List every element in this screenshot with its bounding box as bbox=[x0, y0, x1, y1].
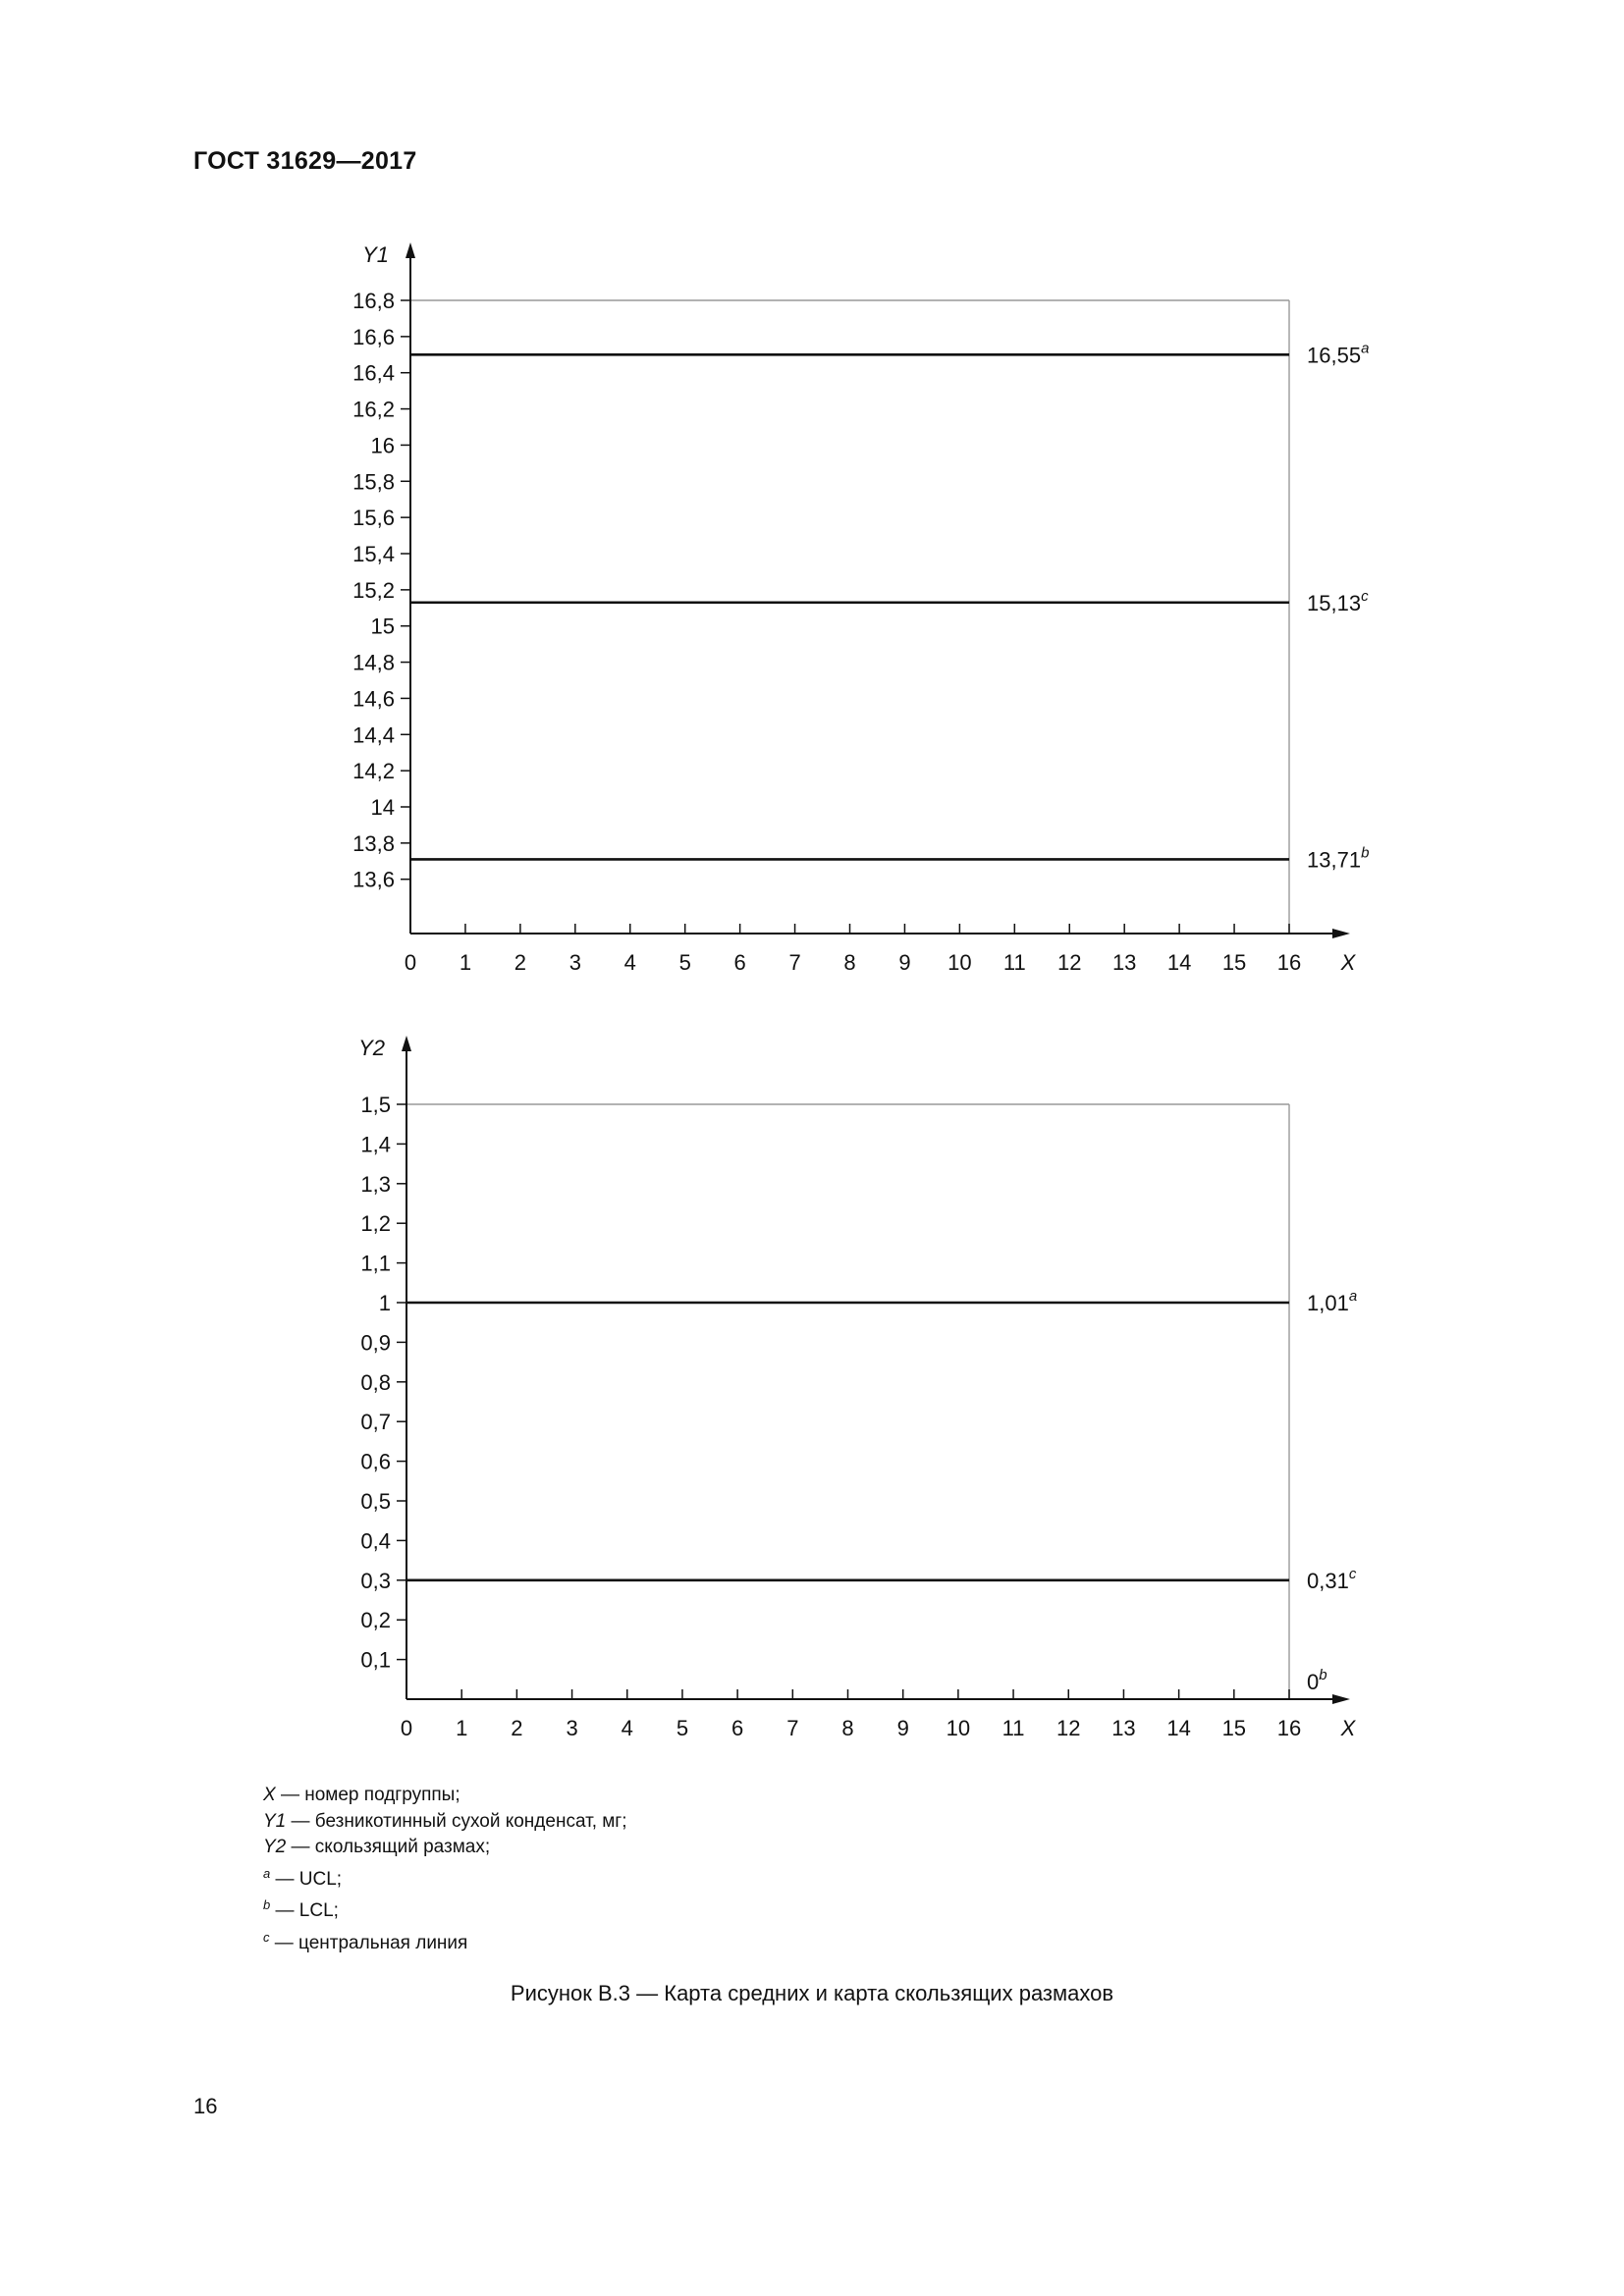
y-tick-label: 14,2 bbox=[352, 759, 395, 784]
y-tick-label: 15 bbox=[370, 614, 395, 639]
x-tick-label: 5 bbox=[676, 1716, 689, 1740]
y-tick-label: 15,6 bbox=[352, 506, 395, 531]
figure-caption: Рисунок В.3 — Карта средних и карта скользящих размахов bbox=[510, 1981, 1114, 2005]
y-tick-label: 0,7 bbox=[360, 1410, 391, 1435]
y-tick-label: 16,2 bbox=[352, 397, 395, 422]
legend-item bbox=[263, 1893, 627, 1925]
x-tick-label: 12 bbox=[1056, 1716, 1081, 1740]
x-tick-label: 1 bbox=[456, 1716, 468, 1740]
legend-key: X bbox=[263, 1785, 276, 1805]
control-line-marker: b bbox=[1319, 1667, 1327, 1683]
y-tick-label: 15,4 bbox=[352, 542, 395, 566]
x-tick-label: 13 bbox=[1111, 950, 1137, 975]
y-tick-label: 0,9 bbox=[360, 1330, 391, 1356]
legend-key: b bbox=[263, 1897, 271, 1912]
legend-item bbox=[263, 1835, 627, 1861]
x-tick-label: 16 bbox=[1276, 950, 1302, 975]
control-line-marker: c bbox=[1361, 587, 1369, 605]
y-tick-label: 14,4 bbox=[352, 722, 395, 748]
y-tick-label: 0,3 bbox=[360, 1568, 391, 1593]
y-tick-label: 1 bbox=[378, 1291, 391, 1315]
x-tick-label: 2 bbox=[511, 1716, 523, 1740]
y-tick-label: 14,8 bbox=[352, 650, 395, 675]
y-tick-label: 16,8 bbox=[352, 289, 395, 313]
legend-text: — центральная линия bbox=[269, 1932, 468, 1953]
x-tick-label: 14 bbox=[1166, 1716, 1191, 1740]
x-tick-label: 9 bbox=[898, 950, 911, 975]
control-line-label: 16,55$^a$ bbox=[1307, 340, 1370, 368]
x-tick-label: 9 bbox=[896, 1716, 909, 1740]
control-line-marker: a bbox=[1348, 1288, 1358, 1305]
control-line-label: 15,13$^c$ bbox=[1307, 587, 1369, 615]
x-tick-label: 10 bbox=[946, 1716, 971, 1740]
x-tick-label: 12 bbox=[1057, 950, 1082, 975]
control-line-marker: c bbox=[1348, 1565, 1357, 1582]
x-tick-label: 0 bbox=[404, 950, 417, 975]
y-tick-label: 1,5 bbox=[360, 1093, 391, 1117]
document-header: ГОСТ 31629—2017 bbox=[193, 147, 417, 175]
y-tick-label: 1,2 bbox=[360, 1211, 391, 1237]
y-tick-label: 16,6 bbox=[352, 324, 395, 349]
y-tick-label: 0,8 bbox=[360, 1369, 391, 1395]
x-tick-label: 13 bbox=[1111, 1716, 1136, 1740]
y-tick-label: 14,6 bbox=[352, 686, 395, 712]
y-tick-label: 16,4 bbox=[352, 360, 395, 386]
legend-text: — LCL; bbox=[270, 1900, 339, 1921]
legend-text: — безникотинный сухой конденсат, мг; bbox=[286, 1810, 627, 1832]
x-tick-label: 11 bbox=[1001, 1716, 1025, 1740]
control-line-label: 0,31$^c$ bbox=[1307, 1565, 1357, 1593]
legend-key: a bbox=[263, 1865, 271, 1881]
legend-key: Y1 bbox=[263, 1810, 287, 1832]
x-tick-label: 14 bbox=[1166, 950, 1192, 975]
control-line-label: 13,71$^b$ bbox=[1307, 844, 1370, 873]
y-axis-label: Y1 bbox=[362, 242, 389, 267]
y-tick-label: 0,1 bbox=[360, 1647, 391, 1673]
x-tick-label: 0 bbox=[400, 1716, 413, 1740]
x-tick-label: 3 bbox=[568, 950, 581, 975]
x-tick-label: 4 bbox=[623, 950, 636, 975]
x-tick-label: 7 bbox=[788, 950, 801, 975]
control-line-marker: b bbox=[1361, 844, 1370, 862]
y-tick-label: 16 bbox=[370, 433, 395, 458]
x-tick-label: 5 bbox=[678, 950, 691, 975]
y-tick-label: 1,1 bbox=[360, 1251, 391, 1276]
x-axis-label: X bbox=[1340, 950, 1356, 975]
legend-text: — UCL; bbox=[270, 1868, 343, 1890]
x-tick-label: 6 bbox=[731, 1716, 744, 1740]
control-line-label: 1,01$^a$ bbox=[1307, 1288, 1358, 1315]
x-tick-label: 8 bbox=[843, 950, 856, 975]
x-tick-label: 2 bbox=[514, 950, 526, 975]
legend-item bbox=[263, 1925, 627, 1957]
y-tick-label: 0,2 bbox=[360, 1608, 391, 1633]
y-axis-label: Y2 bbox=[358, 1036, 385, 1060]
legend-item bbox=[263, 1809, 627, 1836]
y-tick-label: 1,3 bbox=[360, 1171, 391, 1197]
y-tick-label: 15,8 bbox=[352, 469, 395, 495]
y-tick-label: 0,5 bbox=[360, 1489, 391, 1514]
y-tick-label: 0,4 bbox=[360, 1528, 391, 1554]
x-tick-label: 1 bbox=[459, 950, 472, 975]
legend-item bbox=[263, 1861, 627, 1894]
y-tick-label: 13,8 bbox=[352, 830, 395, 856]
y-axis-arrow bbox=[402, 1036, 411, 1051]
y-tick-label: 13,6 bbox=[352, 867, 395, 892]
x-axis-label: X bbox=[1340, 1716, 1356, 1740]
x-tick-label: 15 bbox=[1221, 950, 1247, 975]
y-tick-label: 0,6 bbox=[360, 1449, 391, 1474]
legend-item bbox=[263, 1783, 627, 1809]
y-tick-label: 15,2 bbox=[352, 577, 395, 603]
x-tick-label: 11 bbox=[1002, 950, 1026, 975]
x-tick-label: 4 bbox=[621, 1716, 633, 1740]
x-tick-label: 8 bbox=[841, 1716, 854, 1740]
legend-text: — скользящий размах; bbox=[286, 1837, 491, 1857]
x-tick-label: 3 bbox=[566, 1716, 578, 1740]
x-tick-label: 7 bbox=[786, 1716, 799, 1740]
y-tick-label: 1,4 bbox=[360, 1132, 391, 1157]
legend-text: — номер подгруппы; bbox=[275, 1785, 460, 1805]
x-tick-label: 15 bbox=[1221, 1716, 1247, 1740]
legend-key: c bbox=[263, 1929, 270, 1945]
control-line-label: 0$^b$ bbox=[1307, 1667, 1327, 1694]
x-axis-arrow bbox=[1332, 1694, 1350, 1704]
control-line-marker: a bbox=[1361, 340, 1370, 357]
x-tick-label: 6 bbox=[733, 950, 746, 975]
figure-legend bbox=[263, 1783, 627, 1956]
page-number: 16 bbox=[193, 2094, 218, 2118]
x-tick-label: 16 bbox=[1276, 1716, 1302, 1740]
legend-key: Y2 bbox=[263, 1837, 287, 1857]
x-tick-label: 10 bbox=[947, 950, 972, 975]
y-tick-label: 14 bbox=[370, 795, 395, 820]
